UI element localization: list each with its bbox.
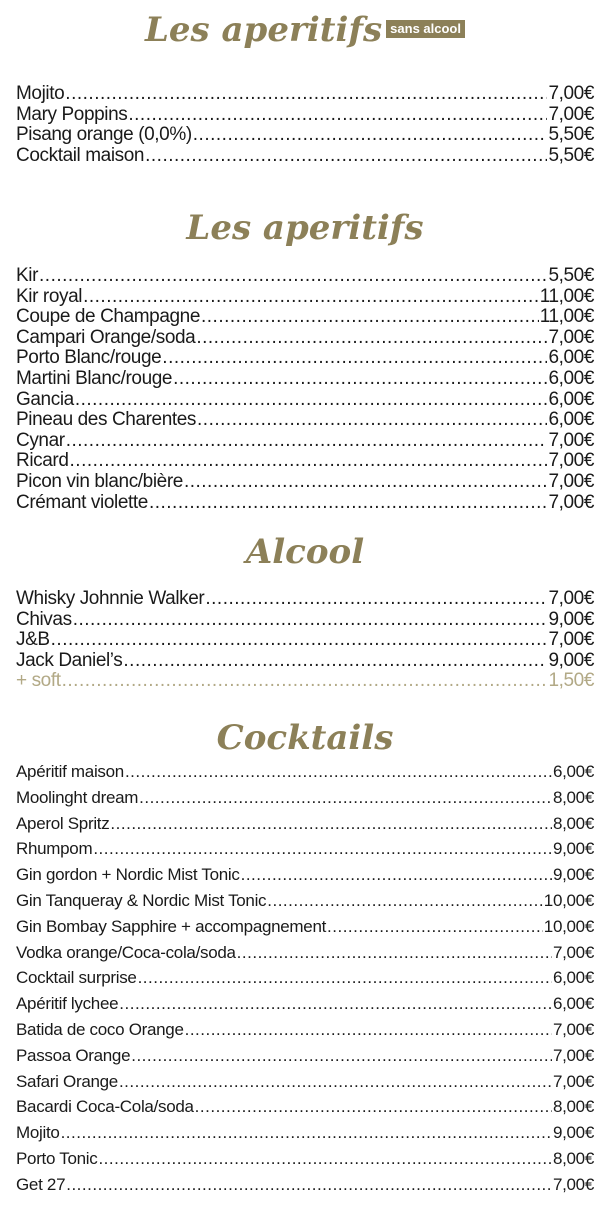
menu-item: [16, 105, 594, 126]
section-heading-cocktails: [0, 712, 610, 764]
dot-leader: [145, 146, 547, 167]
item-price: 8,00€: [552, 813, 594, 833]
dot-leader: [267, 888, 543, 914]
section-heading-aperitifs-sans-alcool: [0, 4, 610, 56]
section-heading-aperitifs: [0, 202, 610, 254]
menu-item: [16, 811, 594, 837]
item-name: Campari Orange/soda: [16, 326, 196, 348]
menu-item: [16, 472, 594, 493]
item-price: 9,00€: [552, 865, 594, 885]
menu-item: [16, 940, 594, 966]
item-price: 8,00€: [552, 1097, 594, 1117]
item-price: 7,00€: [548, 629, 594, 651]
item-name: J&B: [16, 629, 50, 651]
dot-leader: [184, 472, 548, 493]
item-price: 10,00€: [543, 916, 594, 936]
dot-leader: [139, 785, 552, 811]
menu-item: [16, 759, 594, 785]
item-name: Vodka orange/Coca-cola/soda: [16, 942, 236, 962]
item-name: Apéritif maison: [16, 762, 124, 781]
dot-leader: [138, 965, 552, 991]
item-price: 7,00€: [548, 588, 594, 609]
dot-leader: [61, 1120, 552, 1146]
item-price: 6,00€: [548, 409, 594, 431]
item-name: Mojito: [16, 1123, 60, 1143]
menu-item: [16, 589, 594, 610]
menu-item-soft: [16, 671, 594, 692]
item-price: 7,00€: [548, 83, 594, 104]
item-name: Gin gordon + Nordic Mist Tonic: [16, 865, 240, 885]
menu-item: [16, 348, 594, 369]
item-name: Cynar: [16, 429, 65, 451]
item-name: Moolinght dream: [16, 787, 139, 807]
item-price: 11,00€: [539, 306, 594, 328]
item-name: Cocktail surprise: [16, 968, 137, 988]
item-name: + soft: [16, 670, 61, 692]
section-title: Les aperitifs: [145, 10, 383, 50]
menu-item: [16, 431, 594, 452]
dot-leader: [149, 493, 548, 514]
item-price: 6,00€: [552, 968, 594, 988]
menu-item: [16, 862, 594, 888]
item-price: 7,00€: [548, 491, 594, 513]
section-heading-alcool: [0, 526, 610, 578]
item-price: 9,00€: [548, 649, 594, 671]
menu-item: [16, 328, 594, 349]
dot-leader: [98, 1146, 552, 1172]
menu-item: [16, 307, 594, 328]
item-name: Apéritif lychee: [16, 994, 119, 1014]
menu-item: [16, 287, 594, 308]
menu-item: [16, 1120, 594, 1146]
menu-item: [16, 125, 594, 146]
item-price: 5,50€: [548, 265, 594, 286]
item-name: Ricard: [16, 450, 69, 472]
item-price: 6,00€: [548, 347, 594, 369]
item-name: Gin Tanqueray & Nordic Mist Tonic: [16, 890, 267, 910]
item-name: Safari Orange: [16, 1071, 118, 1091]
dot-leader: [201, 307, 539, 328]
item-name: Crémant violette: [16, 491, 148, 513]
dot-leader: [196, 328, 547, 349]
menu-list-aperitifs: [16, 266, 594, 513]
item-price: 11,00€: [539, 285, 594, 307]
menu-list-aperitifs-sans-alcool: [16, 84, 594, 166]
dot-leader: [162, 348, 547, 369]
item-name: Martini Blanc/rouge: [16, 367, 173, 389]
dot-leader: [51, 630, 548, 651]
item-price: 6,00€: [548, 367, 594, 389]
dot-leader: [62, 671, 548, 692]
item-name: Kir royal: [16, 285, 83, 307]
dot-leader: [73, 610, 548, 631]
item-name: Passoa Orange: [16, 1045, 131, 1065]
dot-leader: [195, 1094, 552, 1120]
menu-item: [16, 451, 594, 472]
dot-leader: [119, 991, 552, 1017]
dot-leader: [66, 431, 548, 452]
item-name: Chivas: [16, 608, 72, 630]
menu-item: [16, 914, 594, 940]
item-price: 8,00€: [552, 1148, 594, 1168]
menu-list-cocktails: [16, 759, 594, 1198]
item-name: Gin Bombay Sapphire + accompagnement: [16, 916, 327, 936]
menu-item: [16, 836, 594, 862]
dot-leader: [173, 369, 547, 390]
menu-item: [16, 651, 594, 672]
dot-leader: [119, 1069, 552, 1095]
item-name: Pineau des Charentes: [16, 409, 197, 431]
menu-item: [16, 266, 594, 287]
item-name: Porto Blanc/rouge: [16, 347, 162, 369]
section-title: Les aperitifs: [186, 208, 424, 248]
item-price: 8,00€: [552, 787, 594, 807]
item-name: Jack Daniel’s: [16, 649, 123, 671]
menu-item: [16, 785, 594, 811]
dot-leader: [193, 125, 548, 146]
item-name: Coupe de Champagne: [16, 306, 200, 328]
item-price: 6,00€: [552, 762, 594, 781]
menu-item: [16, 1017, 594, 1043]
dot-leader: [128, 105, 547, 126]
item-price: 7,00€: [548, 470, 594, 492]
item-name: Mary Poppins: [16, 103, 128, 125]
dot-leader: [93, 836, 552, 862]
item-name: Pisang orange (0,0%): [16, 124, 192, 146]
item-name: Kir: [16, 265, 39, 286]
dot-leader: [110, 811, 552, 837]
menu-item: [16, 888, 594, 914]
menu-item: [16, 1172, 594, 1198]
dot-leader: [327, 914, 543, 940]
sans-alcool-badge: sans alcool: [386, 20, 465, 38]
menu-item: [16, 965, 594, 991]
item-name: Rhumpom: [16, 839, 93, 859]
item-name: Bacardi Coca-Cola/soda: [16, 1097, 194, 1117]
dot-leader: [185, 1017, 552, 1043]
dot-leader: [125, 759, 552, 785]
item-price: 5,50€: [548, 144, 594, 166]
item-name: Porto Tonic: [16, 1148, 98, 1168]
dot-leader: [83, 287, 539, 308]
item-price: 7,00€: [548, 103, 594, 125]
item-price: 10,00€: [543, 890, 594, 910]
menu-list-alcool: [16, 589, 594, 692]
item-name: Whisky Johnnie Walker: [16, 588, 205, 609]
item-price: 9,00€: [552, 1123, 594, 1143]
dot-leader: [205, 589, 547, 610]
section-title: Alcool: [245, 532, 365, 572]
item-price: 5,50€: [548, 124, 594, 146]
menu-item: [16, 1146, 594, 1172]
menu-item: [16, 630, 594, 651]
menu-item: [16, 991, 594, 1017]
item-price: 7,00€: [552, 942, 594, 962]
menu-item: [16, 1069, 594, 1095]
item-price: 7,00€: [552, 1045, 594, 1065]
item-price: 1,50€: [548, 670, 594, 692]
item-price: 7,00€: [552, 1019, 594, 1039]
menu-item: [16, 493, 594, 514]
dot-leader: [237, 940, 552, 966]
menu-item: [16, 146, 594, 167]
dot-leader: [39, 266, 547, 287]
item-price: 7,00€: [552, 1174, 594, 1194]
menu-item: [16, 1094, 594, 1120]
item-price: 7,00€: [552, 1071, 594, 1091]
menu-item: [16, 84, 594, 105]
dot-leader: [70, 451, 548, 472]
dot-leader: [66, 1172, 552, 1198]
dot-leader: [241, 862, 552, 888]
item-price: 7,00€: [548, 429, 594, 451]
item-price: 6,00€: [548, 388, 594, 410]
item-price: 7,00€: [548, 326, 594, 348]
dot-leader: [75, 390, 548, 411]
item-price: 6,00€: [552, 994, 594, 1014]
item-name: Gancia: [16, 388, 74, 410]
item-price: 7,00€: [548, 450, 594, 472]
item-price: 9,00€: [552, 839, 594, 859]
item-name: Batida de coco Orange: [16, 1019, 184, 1039]
dot-leader: [65, 84, 547, 105]
item-name: Picon vin blanc/bière: [16, 470, 183, 492]
section-title: Cocktails: [216, 718, 394, 758]
item-name: Cocktail maison: [16, 144, 145, 166]
dot-leader: [131, 1043, 552, 1069]
menu-item: [16, 410, 594, 431]
item-name: Aperol Spritz: [16, 813, 110, 833]
dot-leader: [123, 651, 547, 672]
menu-item: [16, 610, 594, 631]
menu-item: [16, 1043, 594, 1069]
item-price: 9,00€: [548, 608, 594, 630]
menu-item: [16, 390, 594, 411]
item-name: Mojito: [16, 83, 65, 104]
item-name: Get 27: [16, 1174, 66, 1194]
menu-item: [16, 369, 594, 390]
dot-leader: [197, 410, 547, 431]
